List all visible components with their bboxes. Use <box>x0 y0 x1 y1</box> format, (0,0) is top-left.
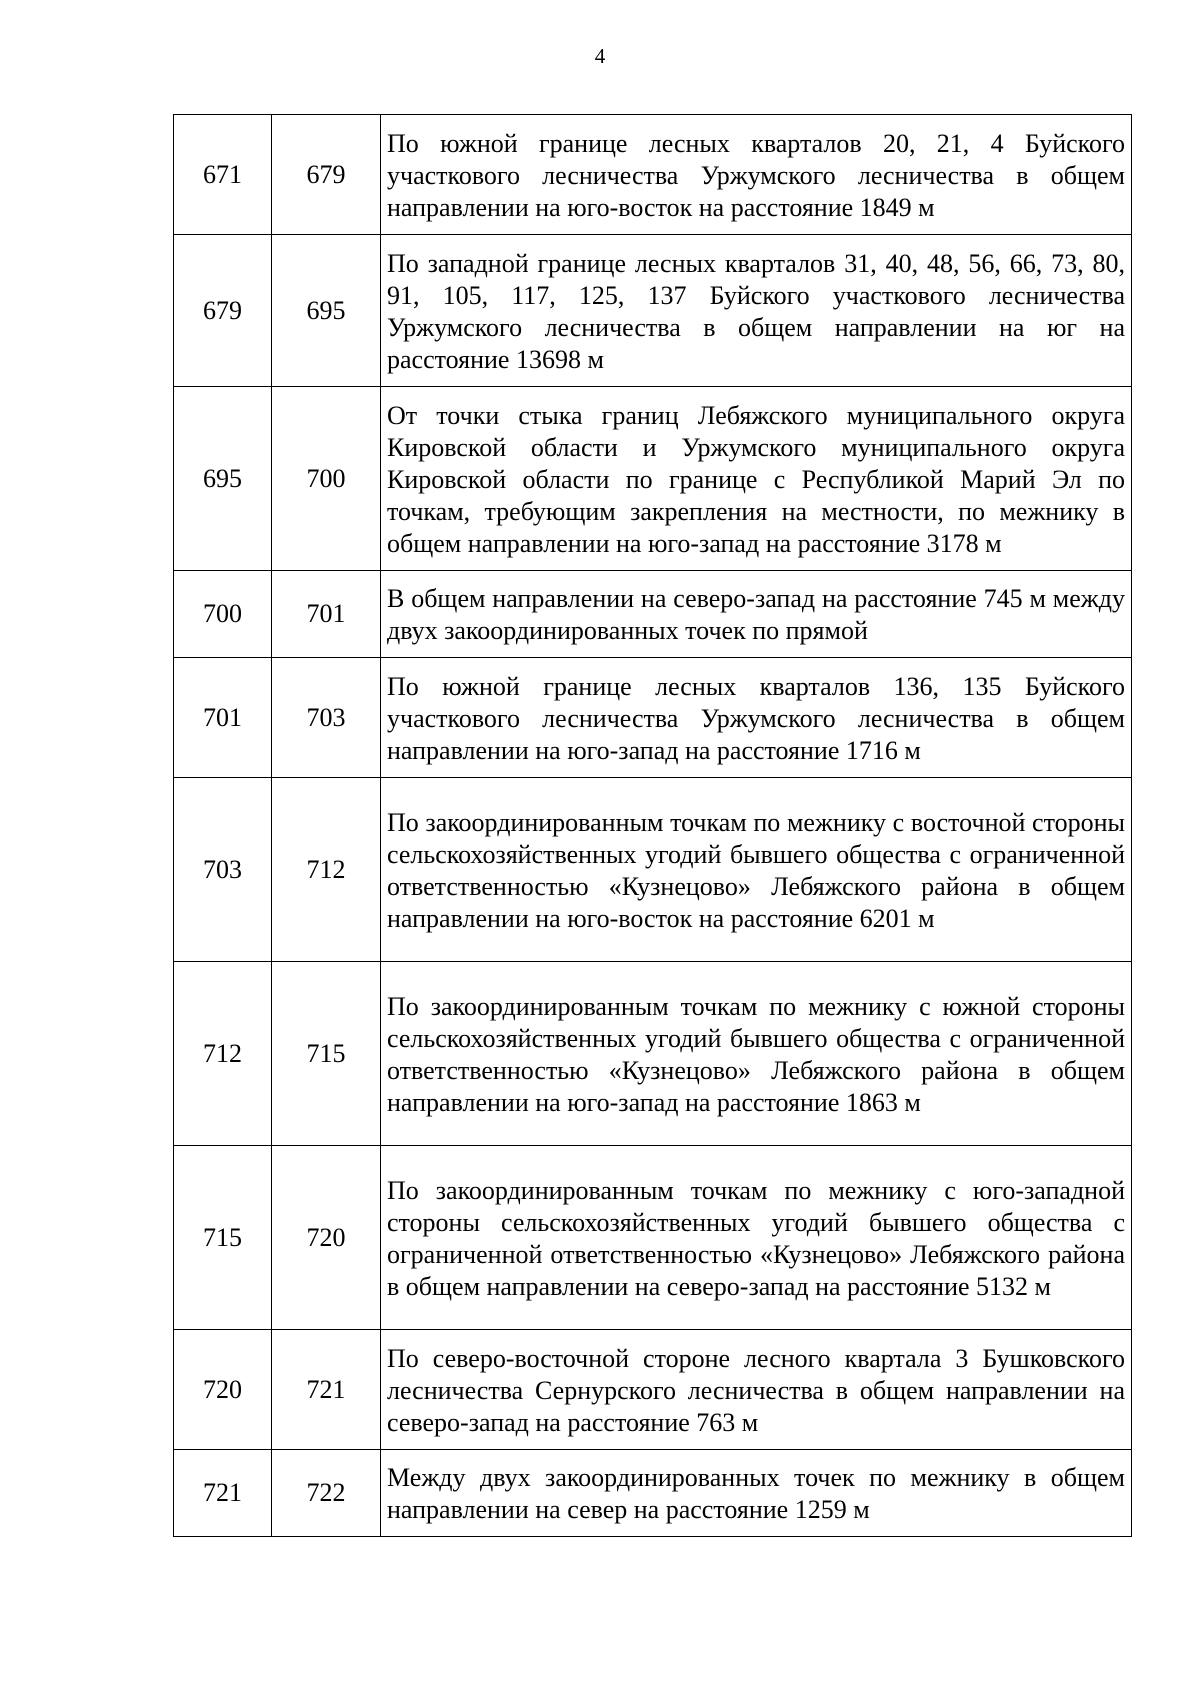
segment-description: По западной границе лесных кварталов 31, 40, 48, 56, 66, 73, 80, 91, 105, 117, 125, 137 Буйского участкового лесничества Уржумского лесничества в общем направлении на юг на расстояние 13698 м <box>381 235 1132 387</box>
to-point: 715 <box>272 962 381 1146</box>
to-point: 679 <box>272 115 381 235</box>
to-point: 722 <box>272 1450 381 1537</box>
from-point: 721 <box>174 1450 272 1537</box>
segment-description: По закоординированным точкам по межнику с юго-западной стороны сельскохозяйственных угодий бывшего общества с ограниченной ответственностью «Кузнецово» Лебяжского района в общем направлении на северо-запад на расстояние 5132 м <box>381 1146 1132 1330</box>
to-point: 701 <box>272 571 381 658</box>
table-row <box>174 235 1132 387</box>
from-point: 671 <box>174 115 272 235</box>
from-point: 695 <box>174 387 272 571</box>
from-point: 700 <box>174 571 272 658</box>
segment-description: В общем направлении на северо-запад на расстояние 745 м между двух закоординированных точек по прямой <box>381 571 1132 658</box>
to-point: 712 <box>272 778 381 962</box>
from-point: 701 <box>174 658 272 778</box>
boundary-table <box>173 114 1132 1537</box>
table-row <box>174 1146 1132 1330</box>
table-row <box>174 1330 1132 1450</box>
from-point: 720 <box>174 1330 272 1450</box>
table-row <box>174 115 1132 235</box>
from-point: 679 <box>174 235 272 387</box>
table-row <box>174 658 1132 778</box>
segment-description: По южной границе лесных кварталов 136, 135 Буйского участкового лесничества Уржумского лесничества в общем направлении на юго-запад на расстояние 1716 м <box>381 658 1132 778</box>
table-row <box>174 778 1132 962</box>
from-point: 712 <box>174 962 272 1146</box>
table-row <box>174 962 1132 1146</box>
table-row <box>174 1450 1132 1537</box>
from-point: 715 <box>174 1146 272 1330</box>
segment-description: Между двух закоординированных точек по межнику в общем направлении на север на расстояние 1259 м <box>381 1450 1132 1537</box>
segment-description: По северо-восточной стороне лесного квартала 3 Бушковского лесничества Сернурского лесничества в общем направлении на северо-запад на расстояние 763 м <box>381 1330 1132 1450</box>
to-point: 703 <box>272 658 381 778</box>
segment-description: От точки стыка границ Лебяжского муниципального округа Кировской области и Уржумского муниципального округа Кировской области по границе с Республикой Марий Эл по точкам, требующим закрепления на местности, по межнику в общем направлении на юго-запад на расстояние 3178 м <box>381 387 1132 571</box>
to-point: 721 <box>272 1330 381 1450</box>
to-point: 720 <box>272 1146 381 1330</box>
segment-description: По закоординированным точкам по межнику с восточной стороны сельскохозяйственных угодий бывшего общества с ограниченной ответственностью «Кузнецово» Лебяжского района в общем направлении на юго-восток на расстояние 6201 м <box>381 778 1132 962</box>
to-point: 700 <box>272 387 381 571</box>
page-number: 4 <box>594 44 606 68</box>
table-row <box>174 571 1132 658</box>
segment-description: По закоординированным точкам по межнику с южной стороны сельскохозяйственных угодий бывшего общества с ограниченной ответственностью «Кузнецово» Лебяжского района в общем направлении на юго-запад на расстояние 1863 м <box>381 962 1132 1146</box>
from-point: 703 <box>174 778 272 962</box>
to-point: 695 <box>272 235 381 387</box>
table-row <box>174 387 1132 571</box>
segment-description: По южной границе лесных кварталов 20, 21, 4 Буйского участкового лесничества Уржумского лесничества в общем направлении на юго-восток на расстояние 1849 м <box>381 115 1132 235</box>
